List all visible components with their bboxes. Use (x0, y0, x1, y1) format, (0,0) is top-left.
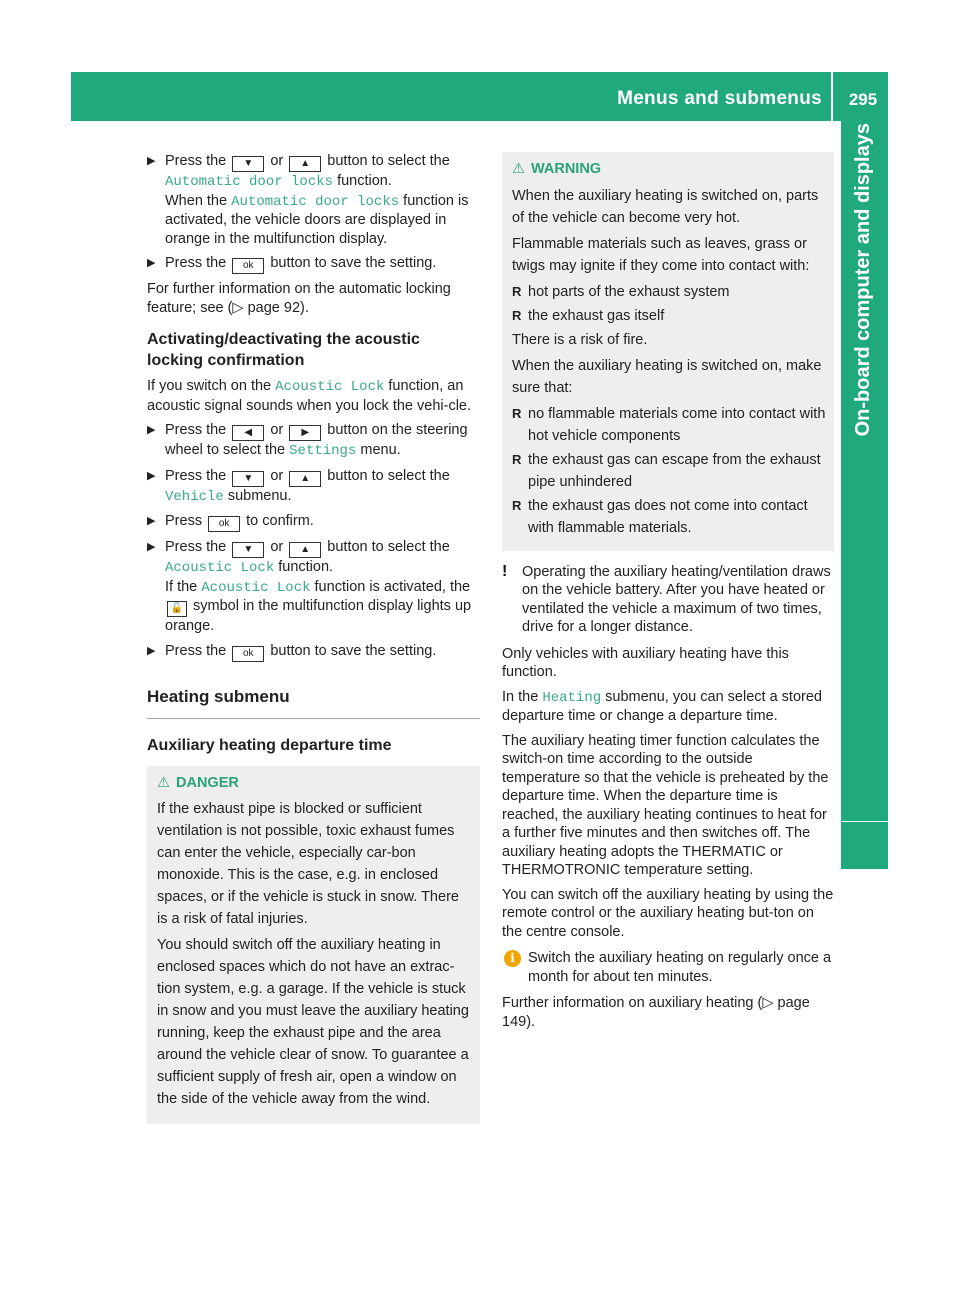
left-column (147, 152, 480, 1136)
down-key-icon: ▼ (232, 156, 264, 172)
menu-term: Acoustic Lock (275, 379, 385, 395)
warning-triangle-icon: ⚠ (157, 774, 170, 791)
menu-term: Settings (289, 443, 357, 459)
warning-text: When the auxiliary heating is switched on, make sure that: (512, 357, 822, 396)
warning-text: There is a risk of fire. (512, 331, 648, 348)
left-key-icon: ◀ (232, 425, 264, 441)
menu-term: Heating (542, 689, 602, 706)
up-key-icon: ▲ (289, 471, 321, 487)
menu-term: Automatic door locks (165, 174, 334, 190)
paragraph: In the Heating submenu, you can select a stored departure time or change a departure time. (502, 688, 822, 724)
side-tab-label: On-board computer and displays (852, 123, 874, 437)
list-item: R hot parts of the exhaust system (512, 281, 826, 303)
list-item: R no flammable materials come into contact with hot vehicle components (512, 403, 826, 447)
danger-box (147, 766, 480, 1125)
header-separator (831, 72, 833, 121)
list-item: R the exhaust gas can escape from the exhaust pipe unhindered (512, 449, 826, 493)
paragraph: For further information on the automatic locking feature; see (▷ page 92). (147, 281, 451, 316)
info-block: i Switch the auxiliary heating on regularly once a month for about ten minutes. (502, 949, 834, 986)
right-column (502, 152, 834, 1037)
step-confirm: ▶ Press ok to confirm. (147, 512, 480, 532)
step-select-acoustic-lock: ▶ Press the ▼ or ▲ button to select the Acoustic Lock function. If the Acoustic Lock function is activated, the 🔓 symbol in the multifunction display lights up orange. (147, 538, 480, 636)
step-select-vehicle: ▶ Press the ▼ or ▲ button to select the Vehicle submenu. (147, 467, 480, 507)
warning-text: Flammable materials such as leaves, grass or twigs may ignite if they come into contact with: (512, 235, 810, 274)
down-key-icon: ▼ (232, 542, 264, 558)
page-number: 295 (848, 90, 878, 109)
danger-text: If the exhaust pipe is blocked or sufficient ventilation is not possible, toxic exhaust fumes can enter the vehicle, especially car-bon monoxide. This is the case, e.g. in enclosed spaces, or if the vehicle is stuck in snow. There is a risk of fatal injuries. (157, 801, 459, 927)
paragraph: The auxiliary heating timer function calculates the switch-on time according to the outside temperature so that the vehicle is preheated by the departure time. When the departure time is reached, the auxiliary heating continues to heat for a further five minutes and then switches off. The auxiliary heating adopts the THERMATIC or THERMOTRONIC temperature setting. (502, 732, 829, 878)
side-tab-marker (841, 822, 888, 869)
paragraph: Only vehicles with auxiliary heating have this function. (502, 645, 789, 680)
danger-text: You should switch off the auxiliary heating in enclosed spaces which do not have an extrac-tion system, e.g. a garage. If the vehicle is stuck in snow and you must leave the auxiliary heating running, keep the exhaust pipe and the area around the vehicle clear of snow. To guarantee a sufficient supply of fresh air, open a window on the side of the vehicle away from the wind. (157, 937, 469, 1107)
section-heading-heating: Heating submenu (147, 688, 480, 720)
menu-term: Vehicle (165, 488, 224, 505)
paragraph: You can switch off the auxiliary heating by using the remote control or the auxiliary heating but-ton on the centre console. (502, 886, 834, 940)
step-save-setting: ▶ Press the ok button to save the setting. (147, 254, 480, 274)
section-heading: Activating/deactivating the acoustic locking confirmation (147, 331, 420, 369)
ok-key-icon: ok (232, 646, 264, 662)
step-select-door-locks: ▶ Press the ▼ or ▲ button to select the Automatic door locks function. When the Automatic door locks function is activated, the vehicle doors are displayed in orange in the multifunction display. (147, 152, 480, 248)
warning-box (502, 152, 834, 551)
list-item: R the exhaust gas does not come into contact with flammable materials. (512, 495, 826, 539)
warning-triangle-icon: ⚠ (512, 161, 525, 177)
paragraph: If you switch on the Acoustic Lock function, an acoustic signal sounds when you lock the vehi-cle. (147, 378, 472, 414)
up-key-icon: ▲ (289, 156, 321, 172)
ok-key-icon: ok (208, 516, 240, 532)
subsection-heading: Auxiliary heating departure time (147, 737, 392, 754)
page-header-title: Menus and submenus (617, 88, 822, 109)
lock-icon: 🔓 (167, 601, 187, 617)
list-item: R the exhaust gas itself (512, 305, 826, 327)
menu-term: Acoustic Lock (165, 560, 275, 576)
step-save-setting: ▶ Press the ok button to save the setting. (147, 642, 480, 662)
up-key-icon: ▲ (289, 542, 321, 558)
warning-title: ⚠ WARNING (512, 161, 602, 177)
danger-title: ⚠ DANGER (157, 774, 239, 791)
menu-term: Acoustic Lock (201, 579, 311, 596)
down-key-icon: ▼ (232, 471, 264, 487)
paragraph: Further information on auxiliary heating (▷ page 149). (502, 995, 810, 1030)
menu-term: Automatic door locks (231, 193, 400, 210)
info-icon: i (504, 950, 521, 967)
warning-text: When the auxiliary heating is switched on, parts of the vehicle can become very hot. (512, 187, 819, 226)
note-block: ! Operating the auxiliary heating/ventilation draws on the vehicle battery. After you have heated or ventilated the vehicle a maximum of two times, drive for a longer distance. (502, 562, 831, 635)
ok-key-icon: ok (232, 258, 264, 274)
step-select-settings: ▶ Press the ◀ or ▶ button on the steering wheel to select the Settings menu. (147, 421, 480, 461)
right-key-icon: ▶ (289, 425, 321, 441)
exclamation-icon: ! (502, 562, 508, 580)
